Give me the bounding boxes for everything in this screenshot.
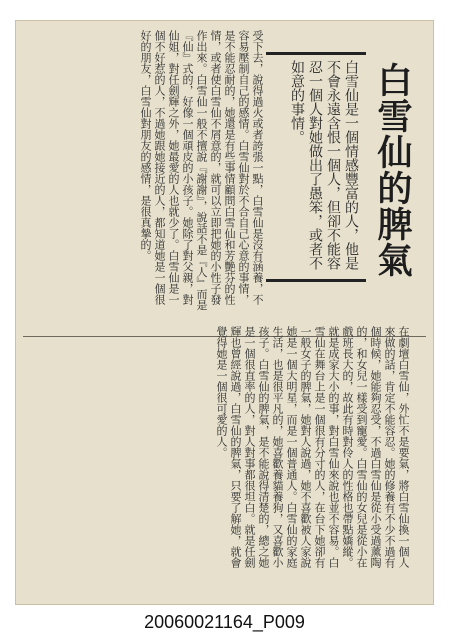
lower-body-text: 在劇壇白雪仙，外忙不是要氣，將白雪仙換一個人來做的話，肯定不能容忍。她的修養有不少不過有個時候，她能夠忍受，不過白雪仙是從小受過薰陶的，和女兒一樣受到寵愛。白雪仙的女兒是從小在戲班長大的，故此有時對伶人的性格也帶點嬌縱。就是成家大小的事，對白雪仙來說也並不容易。白雪仙在舞台上是一個很有分寸的人，在台下她卻有一般女子的脾氣，她對人說過，她不喜歡被人家說她是一個大明星，而是一個普通人。白雪仙的家庭生活，也是很平凡的，她喜歡養貓養狗，又喜歡小孩子。白雪仙的脾氣，是不能說得清楚的，總之她是一個很直率的人，對人對事都很坦白。就是任劍輝也曾經說過，白雪仙的脾氣，只要了解她，就會覺得她是一個很可愛的人。 (215, 326, 410, 568)
page-caption: 20060021164_P009 (144, 612, 305, 632)
subtitle-text: 白雪仙是一個情感豐富的人，他是不會永遠含恨一個人，但卻不能容忍一個人對她做出了愚笨，或者不如意的事情。 (289, 60, 359, 270)
article-title: 白雪仙的脾氣 (372, 62, 413, 278)
upper-body-text: 受下去，說得過火或者誇張一點，白雪仙是沒有涵養，不容易壓制自己的感情。白雪仙對於不合自己心意的事情，是不能忍耐的，她還是有些事情顧問白雪仙和芳艷芬的性情，或者使白雪仙不屑意的，就可以立即把她的小性子發作出來。白雪仙一般不擅說『謝謝』，說話不是『人』而是『仙』式的，好像一個頑皮的小孩子。她除了對父親，對仙姐，對任劍輝之外，她最愛的人也就少了。白雪仙是一個不好惹的人，不過她跟她接近的人，都知道她是一個很好的朋友，白雪仙對朋友的感情，是很真摯的。 (139, 30, 264, 311)
